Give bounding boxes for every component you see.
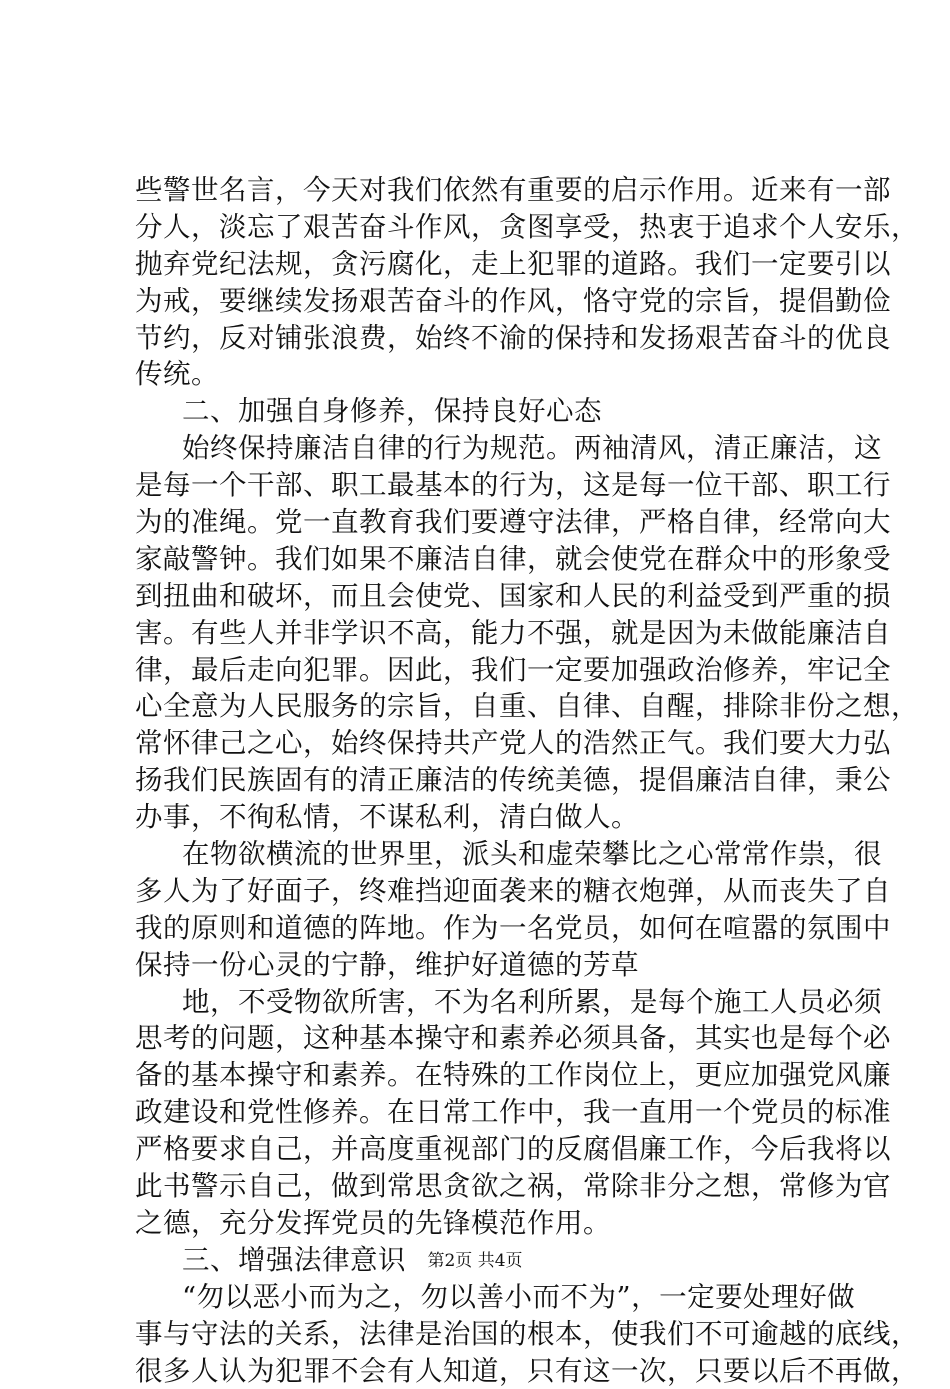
text-line: 政建设和党性修养。在日常工作中，我一直用一个党员的标准 [135,1094,835,1131]
text-line: 二、加强自身修养，保持良好心态 [135,393,835,430]
text-line: 办事，不徇私情，不谋私利，清白做人。 [135,799,835,836]
text-line: 些警世名言，今天对我们依然有重要的启示作用。近来有一部 [135,172,835,209]
text-line: 是每一个干部、职工最基本的行为，这是每一位干部、职工行 [135,467,835,504]
text-line: 心全意为人民服务的宗旨，自重、自律、自醒，排除非份之想， [135,688,835,725]
text-line: 到扭曲和破坏，而且会使党、国家和人民的利益受到严重的损 [135,578,835,615]
text-line: 扬我们民族固有的清正廉洁的传统美德，提倡廉洁自律，秉公 [135,762,835,799]
text-line: 保持一份心灵的宁静，维护好道德的芳草 [135,947,835,984]
text-line: 很多人认为犯罪不会有人知道，只有这一次，只要以后不再做， [135,1353,835,1389]
body-text [135,172,835,1389]
text-line: 多人为了好面子，终难挡迎面袭来的糖衣炮弹，从而丧失了自 [135,873,835,910]
text-line: 始终保持廉洁自律的行为规范。两袖清风，清正廉洁，这 [135,430,835,467]
text-line: 我的原则和道德的阵地。作为一名党员，如何在喧嚣的氛围中 [135,910,835,947]
text-line: 在物欲横流的世界里，派头和虚荣攀比之心常常作祟，很 [135,836,835,873]
text-line: 为的准绳。党一直教育我们要遵守法律，严格自律，经常向大 [135,504,835,541]
text-line: 为戒，要继续发扬艰苦奋斗的作风，恪守党的宗旨，提倡勤俭 [135,283,835,320]
text-line: 之德，充分发挥党员的先锋模范作用。 [135,1205,835,1242]
text-line: 传统。 [135,356,835,393]
text-line: 家敲警钟。我们如果不廉洁自律，就会使党在群众中的形象受 [135,541,835,578]
text-line: 地，不受物欲所害，不为名利所累，是每个施工人员必须 [135,984,835,1021]
text-line: 严格要求自己，并高度重视部门的反腐倡廉工作，今后我将以 [135,1131,835,1168]
text-line: 抛弃党纪法规，贪污腐化，走上犯罪的道路。我们一定要引以 [135,246,835,283]
page-footer: 第2页 共4页 [0,1250,950,1272]
text-line: 分人，淡忘了艰苦奋斗作风，贪图享受，热衷于追求个人安乐， [135,209,835,246]
text-line: 常怀律己之心，始终保持共产党人的浩然正气。我们要大力弘 [135,725,835,762]
text-line: 事与守法的关系，法律是治国的根本，使我们不可逾越的底线， [135,1316,835,1353]
text-line: 害。有些人并非学识不高，能力不强，就是因为未做能廉洁自 [135,615,835,652]
text-line: 思考的问题，这种基本操守和素养必须具备，其实也是每个必 [135,1020,835,1057]
text-line: 节约，反对铺张浪费，始终不渝的保持和发扬艰苦奋斗的优良 [135,320,835,357]
text-line: 三、增强法律意识 [135,1242,835,1279]
text-line: 备的基本操守和素养。在特殊的工作岗位上，更应加强党风廉 [135,1057,835,1094]
text-line: “勿以恶小而为之，勿以善小而不为”，一定要处理好做 [135,1279,835,1316]
text-line: 此书警示自己，做到常思贪欲之祸，常除非分之想，常修为官 [135,1168,835,1205]
text-line: 律，最后走向犯罪。因此，我们一定要加强政治修养，牢记全 [135,652,835,689]
